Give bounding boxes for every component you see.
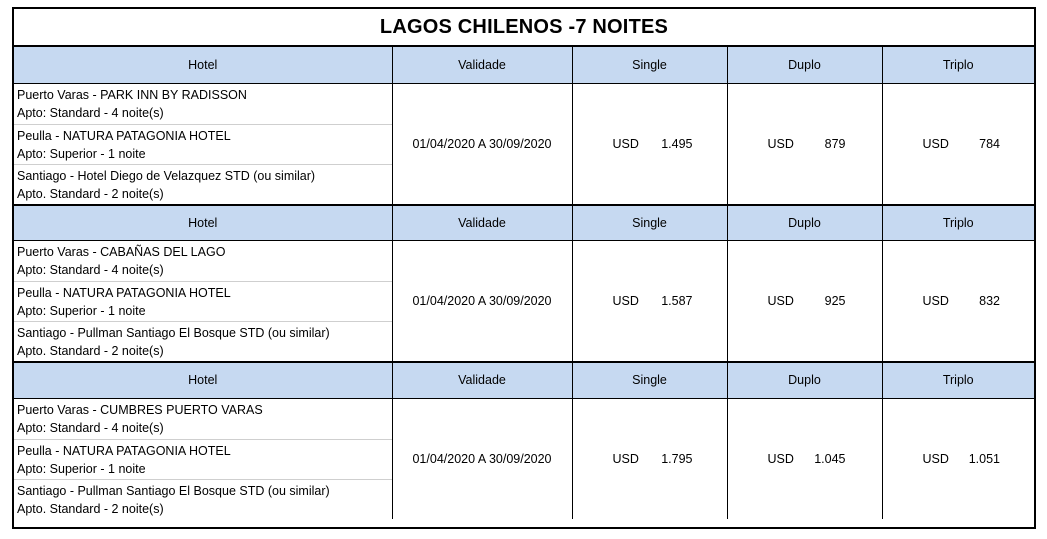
triplo-price — [883, 137, 1035, 151]
hotel-entry — [14, 241, 392, 281]
hotel-entry — [14, 439, 392, 479]
hotel-entry — [14, 479, 392, 519]
hotel-entry — [14, 281, 392, 321]
hotel-entry — [14, 164, 392, 204]
hotel-name: Peulla - NATURA PATAGONIA HOTEL — [17, 443, 231, 458]
price-value: 1.051 — [968, 451, 1000, 466]
hotel-apto: Apto. Standard - 2 noite(s) — [17, 501, 164, 516]
triplo-price-cell — [882, 398, 1034, 519]
table-row — [14, 241, 1034, 363]
header-triplo: Triplo — [882, 47, 1034, 83]
price-value: 1.795 — [661, 451, 693, 466]
header-hotel: Hotel — [14, 47, 392, 83]
duplo-price — [728, 294, 882, 308]
header-triplo: Triplo — [882, 205, 1034, 241]
hotel-apto: Apto: Standard - 4 noite(s) — [17, 105, 164, 120]
header-duplo: Duplo — [727, 47, 882, 83]
hotel-list-cell — [14, 398, 392, 519]
price-value: 879 — [824, 136, 846, 151]
header-triplo: Triplo — [882, 362, 1034, 398]
hotel-entry — [14, 321, 392, 361]
currency-label: USD — [767, 294, 794, 308]
price-value: 1.495 — [661, 136, 693, 151]
header-row — [14, 362, 1034, 398]
hotel-apto: Apto: Superior - 1 noite — [17, 461, 146, 476]
header-validade: Validade — [392, 362, 572, 398]
hotel-name: Puerto Varas - CABAÑAS DEL LAGO — [17, 245, 226, 259]
hotel-entry — [14, 399, 392, 439]
hotel-apto: Apto: Superior - 1 noite — [17, 304, 146, 318]
currency-label: USD — [767, 136, 794, 151]
currency-label: USD — [922, 451, 949, 466]
duplo-price — [728, 452, 882, 466]
hotel-apto: Apto. Standard - 2 noite(s) — [17, 344, 164, 358]
price-table — [14, 47, 1034, 519]
single-price-cell — [572, 83, 727, 205]
duplo-price-cell — [727, 398, 882, 519]
header-validade: Validade — [392, 47, 572, 83]
triplo-price-cell — [882, 241, 1034, 363]
validade-cell: 01/04/2020 A 30/09/2020 — [392, 83, 572, 205]
table-row — [14, 83, 1034, 205]
currency-label: USD — [612, 136, 639, 151]
currency-label: USD — [612, 294, 639, 308]
duplo-price-cell — [727, 83, 882, 205]
header-duplo: Duplo — [727, 205, 882, 241]
header-validade: Validade — [392, 205, 572, 241]
price-value: 1.045 — [814, 451, 846, 466]
price-value: 832 — [979, 294, 1000, 308]
hotel-name: Santiago - Hotel Diego de Velazquez STD (ou similar) — [17, 168, 316, 183]
header-single: Single — [572, 205, 727, 241]
hotel-name: Puerto Varas - CUMBRES PUERTO VARAS — [17, 402, 263, 417]
hotel-name: Puerto Varas - PARK INN BY RADISSON — [17, 87, 247, 102]
duplo-price-cell — [727, 241, 882, 363]
price-sheet — [12, 7, 1036, 529]
single-price — [573, 137, 727, 151]
hotel-name: Santiago - Pullman Santiago El Bosque STD (ou similar) — [17, 326, 330, 340]
currency-label: USD — [767, 451, 794, 466]
duplo-price — [728, 137, 882, 151]
single-price — [573, 294, 727, 308]
header-hotel: Hotel — [14, 205, 392, 241]
price-value: 1.587 — [661, 294, 693, 308]
header-duplo: Duplo — [727, 362, 882, 398]
hotel-name: Peulla - NATURA PATAGONIA HOTEL — [17, 286, 231, 300]
header-single: Single — [572, 47, 727, 83]
hotel-entry — [14, 84, 392, 124]
currency-label: USD — [612, 451, 639, 466]
triplo-price — [883, 452, 1035, 466]
header-row — [14, 47, 1034, 83]
hotel-apto: Apto: Standard - 4 noite(s) — [17, 420, 164, 435]
hotel-entry — [14, 124, 392, 164]
hotel-apto: Apto. Standard - 2 noite(s) — [17, 186, 164, 201]
hotel-apto: Apto: Superior - 1 noite — [17, 146, 146, 161]
single-price-cell — [572, 241, 727, 363]
currency-label: USD — [922, 136, 949, 151]
single-price-cell — [572, 398, 727, 519]
header-row — [14, 205, 1034, 241]
sheet-title: LAGOS CHILENOS -7 NOITES — [14, 9, 1034, 47]
hotel-name: Santiago - Pullman Santiago El Bosque STD (ou similar) — [17, 483, 330, 498]
header-single: Single — [572, 362, 727, 398]
hotel-list-cell — [14, 83, 392, 205]
validade-cell: 01/04/2020 A 30/09/2020 — [392, 241, 572, 363]
price-value: 925 — [824, 294, 846, 308]
triplo-price — [883, 294, 1035, 308]
hotel-name: Peulla - NATURA PATAGONIA HOTEL — [17, 128, 231, 143]
single-price — [573, 452, 727, 466]
price-value: 784 — [979, 136, 1000, 151]
hotel-apto: Apto: Standard - 4 noite(s) — [17, 263, 164, 277]
header-hotel: Hotel — [14, 362, 392, 398]
currency-label: USD — [922, 294, 949, 308]
hotel-list-cell — [14, 241, 392, 363]
validade-cell: 01/04/2020 A 30/09/2020 — [392, 398, 572, 519]
table-row — [14, 398, 1034, 519]
triplo-price-cell — [882, 83, 1034, 205]
